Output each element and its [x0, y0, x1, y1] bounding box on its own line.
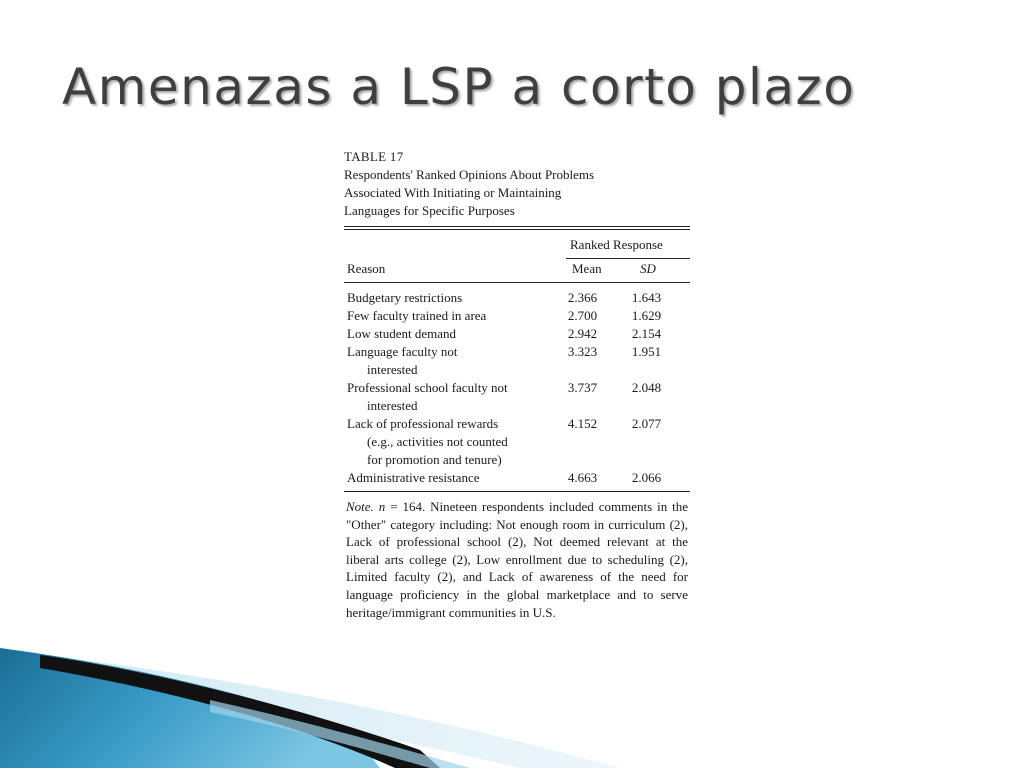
table-body — [344, 283, 690, 491]
table-row — [344, 415, 690, 469]
table-row — [344, 469, 690, 487]
header-reason: Reason — [347, 261, 386, 276]
reason-text: Low student demand — [347, 326, 457, 341]
table-image — [344, 148, 690, 621]
sd-cell: 2.066 — [631, 470, 662, 485]
sd-cell: 1.951 — [631, 344, 662, 359]
reason-text: Few faculty trained in area — [347, 308, 487, 323]
note-label: Note. — [346, 499, 374, 514]
reason-text: Professional school faculty not — [347, 380, 508, 395]
reason-text: Budgetary restrictions — [347, 290, 463, 305]
table-row — [344, 307, 690, 325]
table-label: TABLE 17 — [344, 149, 404, 164]
sd-cell: 1.629 — [631, 308, 662, 323]
mean-cell: 3.737 — [567, 380, 598, 395]
table-header — [344, 230, 690, 282]
sd-cell: 1.643 — [631, 290, 662, 305]
table-caption-line: Respondents' Ranked Opinions About Problems — [344, 167, 595, 182]
mean-cell: 4.152 — [567, 416, 598, 431]
reason-text-continued: (e.g., activities not counted — [367, 434, 508, 449]
header-mean: Mean — [572, 261, 602, 276]
mean-cell: 4.663 — [567, 470, 598, 485]
note-n-label: n — [378, 499, 386, 514]
mean-cell: 3.323 — [567, 344, 598, 359]
slide-title: Amenazas a LSP a corto plazo — [62, 58, 856, 116]
table-caption-line: Languages for Specific Purposes — [344, 203, 515, 218]
reason-cell — [344, 307, 562, 325]
reason-text: Language faculty not — [347, 344, 458, 359]
reason-text: Lack of professional rewards — [347, 416, 499, 431]
mean-cell: 2.942 — [567, 326, 598, 341]
header-sub-rule — [566, 258, 690, 259]
table-note — [344, 492, 690, 621]
note-text: Nineteen respondents included comments in the "Other" category including: Not enough room in curriculum (2), Lack of professional school (2), Not deemed relevant at the liberal arts college (2), Low enrollment due to scheduling (2), Limited faculty (2), and Lack of awareness of the need for language proficiency in the global marketplace and to serve heritage/immigrant communities in U.S. — [346, 499, 689, 620]
table-row — [344, 379, 690, 415]
reason-text-continued: interested — [367, 362, 418, 377]
reason-cell — [344, 415, 562, 469]
note-n-value: = 164. — [390, 499, 426, 514]
mean-cell: 2.700 — [567, 308, 598, 323]
reason-cell — [344, 379, 562, 415]
table-caption — [344, 166, 690, 220]
mean-cell: 2.366 — [567, 290, 598, 305]
table-row — [344, 289, 690, 307]
table-row — [344, 325, 690, 343]
reason-cell — [344, 289, 562, 307]
table-row — [344, 343, 690, 379]
reason-text: Administrative resistance — [347, 470, 480, 485]
reason-cell — [344, 343, 562, 379]
header-ranked-response: Ranked Response — [570, 237, 663, 252]
sd-cell: 2.154 — [631, 326, 662, 341]
reason-text-continued: interested — [367, 398, 418, 413]
table-caption-line: Associated With Initiating or Maintaining — [344, 185, 562, 200]
reason-text-continued: for promotion and tenure) — [367, 452, 502, 467]
sd-cell: 2.077 — [631, 416, 662, 431]
header-sd: SD — [640, 261, 656, 276]
sd-cell: 2.048 — [631, 380, 662, 395]
reason-cell — [344, 325, 562, 343]
reason-cell — [344, 469, 562, 487]
